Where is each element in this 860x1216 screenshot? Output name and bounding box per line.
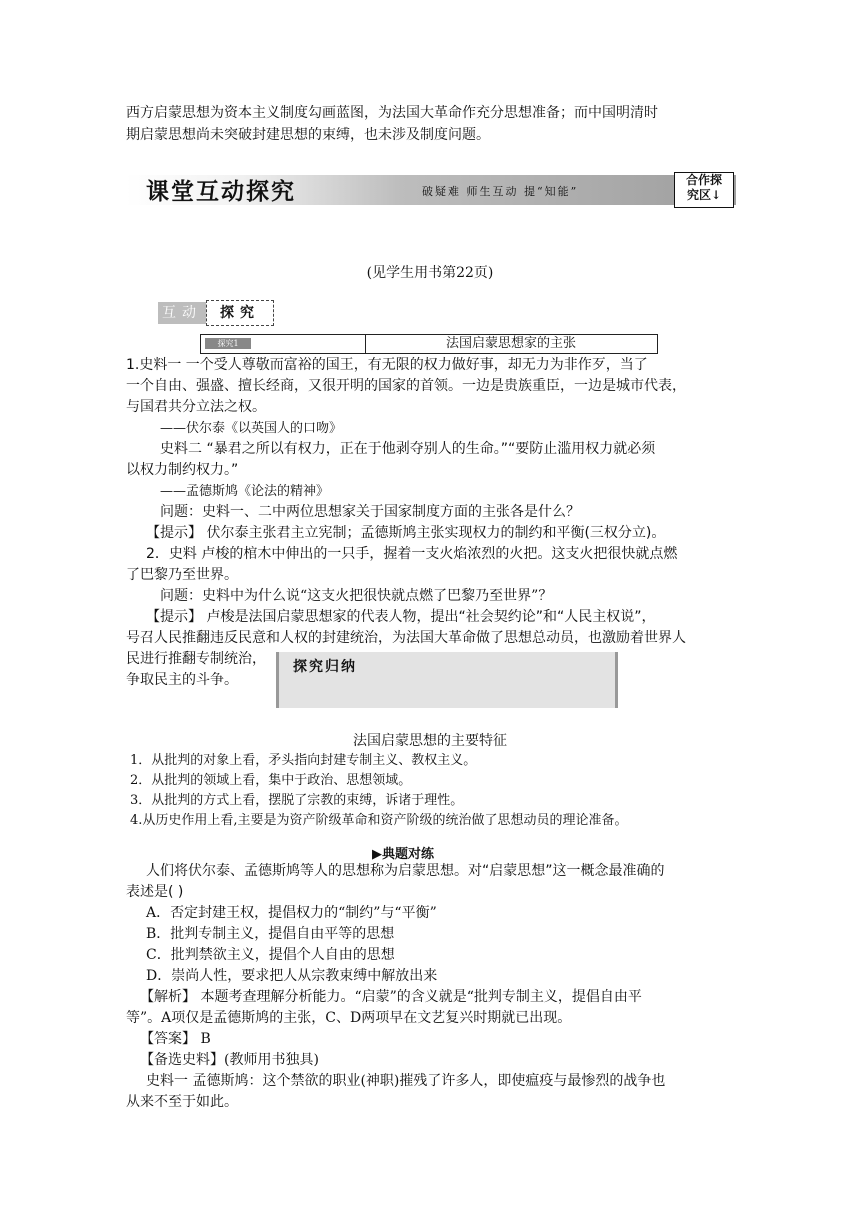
topic-tag: 探究1 [205, 338, 251, 349]
option-b: B．批判专制主义，提倡自由平等的思想 [146, 926, 395, 942]
option-a: A．否定封建王权，提倡权力的“制约”与“平衡” [146, 905, 437, 921]
q2-question: 问题：史料中为什么说“这支火把很快就点燃了巴黎乃至世界”？ [160, 588, 553, 604]
exercise-label: ▶典题对练 [372, 847, 434, 862]
banner-subtitle: 破疑难 师生互动 提“知能” [422, 185, 579, 198]
section-tag-dark: 探究 [206, 300, 274, 326]
q1-hint: 【提示】 伏尔泰主张君主立宪制；孟德斯鸠主张实现权力的制约和平衡(三权分立)。 [146, 525, 666, 541]
q2-hint-3-visible: 民进行推翻专制统治，争取民主的斗争。 [126, 651, 266, 688]
q1-line-2: 一个自由、强盛、擅长经商，又很开明的国家的首领。一边是贵族重臣，一边是城市代表， [126, 378, 686, 394]
summary-item-4: 4.从历史作用上看,主要是为资产阶级革命和资产阶级的统治做了思想动员的理论准备。 [130, 813, 628, 828]
summary-item-2: 2．从批判的领域上看，集中于政治、思想领域。 [130, 773, 412, 788]
extra-line-1: 史料一 孟德斯鸠：这个禁欲的职业(神职)摧残了许多人，即使瘟疫与最惨烈的战争也 [146, 1073, 666, 1089]
intro-line-1: 西方启蒙思想为资本主义制度勾画蓝图，为法国大革命作充分思想准备；而中国明清时 [126, 105, 658, 121]
intro-line-2: 期启蒙思想尚未突破封建思想的束缚，也未涉及制度问题。 [126, 127, 490, 143]
page-reference: (见学生用书第22页) [366, 265, 494, 281]
summary-item-1: 1．从批判的对象上看，矛头指向封建专制主义、教权主义。 [130, 753, 477, 768]
exercise-stem-1: 人们将伏尔泰、孟德斯鸠等人的思想称为启蒙思想。对“启蒙思想”这一概念最准确的 [146, 863, 665, 879]
exercise-stem-2: 表述是( ) [126, 884, 184, 900]
section-tag-light: 互动 [158, 302, 206, 324]
q1-line-5: 以权力制约权力。” [126, 462, 239, 478]
cooperation-zone-box [674, 172, 734, 208]
topic-tag-cell [201, 335, 366, 353]
coop-line-2: 究区↓ [686, 188, 722, 202]
analysis-line-1: 【解析】 本题考查理解分析能力。“启蒙”的含义就是“批判专制主义，提倡自由平 [140, 989, 642, 1005]
q2-line-1: 2．史料 卢梭的棺木中伸出的一只手，握着一支火焰浓烈的火把。这支火把很快就点燃 [146, 546, 678, 562]
q1-source-1: ——伏尔泰《以英国人的口吻》 [160, 421, 343, 436]
q2-hint-2: 号召人民推翻违反民意和人权的封建统治，为法国大革命做了思想总动员，也激励着世界人 [126, 630, 686, 646]
summary-title: 法国启蒙思想的主要特征 [353, 733, 507, 749]
topic-box [200, 334, 658, 354]
coop-line-1: 合作探 [685, 173, 722, 187]
extra-title: 【备选史料】(教师用书独具) [140, 1052, 319, 1068]
q1-question: 问题：史料一、二中两位思想家关于国家制度方面的主张各是什么？ [160, 504, 580, 520]
option-d: D．崇尚人性，要求把人从宗教束缚中解放出来 [146, 968, 438, 984]
summary-item-3: 3．从批判的方式上看，摆脱了宗教的束缚，诉诸于理性。 [130, 793, 464, 808]
summary-label: 探究归纳 [293, 659, 357, 675]
banner-title: 课堂互动探究 [146, 178, 296, 205]
q2-line-2: 了巴黎乃至世界。 [126, 567, 238, 583]
topic-title: 法国启蒙思想家的主张 [445, 336, 576, 351]
option-c: C．批判禁欲主义，提倡个人自由的思想 [146, 947, 395, 963]
q2-hint-1: 【提示】 卢梭是法国启蒙思想家的代表人物，提出“社会契约论”和“人民主权说”， [146, 609, 656, 625]
q1-line-1: 1.史料一 一个受人尊敬而富裕的国王，有无限的权力做好事，却无力为非作歹，当了 [126, 357, 648, 373]
summary-box [276, 652, 618, 708]
analysis-line-2: 等”。A项仅是孟德斯鸠的主张，C、D两项早在文艺复兴时期就已出现。 [126, 1010, 572, 1026]
q1-line-4: 史料二 “暴君之所以有权力，正在于他剥夺别人的生命。”“要防止滥用权力就必须 [160, 441, 656, 457]
q1-source-2: ——孟德斯鸠《论法的精神》 [160, 484, 330, 499]
section-tag [158, 300, 274, 326]
extra-line-2: 从来不至于如此。 [126, 1094, 238, 1110]
answer: 【答案】 B [140, 1031, 211, 1047]
q1-line-3: 与国君共分立法之权。 [126, 399, 266, 415]
